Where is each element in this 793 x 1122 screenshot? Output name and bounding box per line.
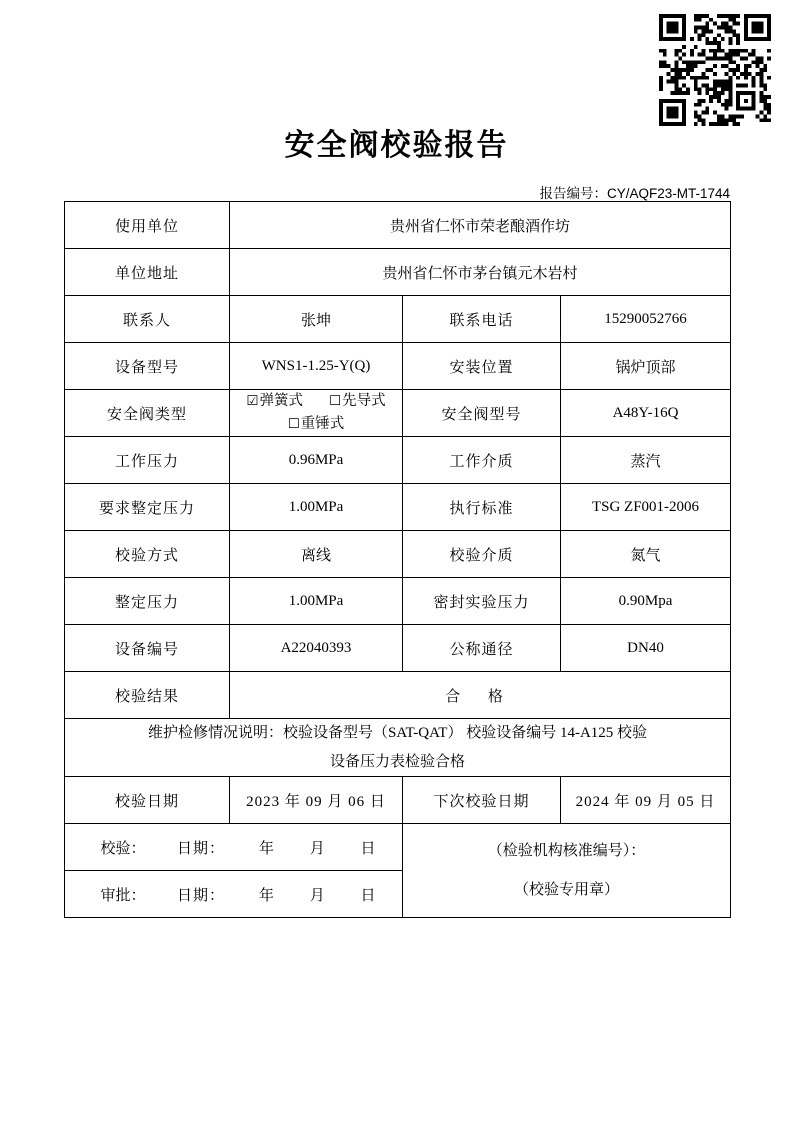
table-row: [65, 824, 731, 871]
report-number-value: CY/AQF23-MT-1744: [606, 186, 730, 201]
table-row: [65, 672, 731, 719]
set-pressure-value: 1.00MPa: [230, 578, 403, 625]
check-medium-label: 校验介质: [403, 531, 561, 578]
qr-code: [659, 14, 771, 126]
checkbox-checked-icon: ☑: [246, 392, 259, 409]
device-no-value: A22040393: [230, 625, 403, 672]
install-position-label: 安装位置: [403, 343, 561, 390]
table-row: [65, 390, 731, 437]
check-date-value: 2023 年 09 月 06 日: [230, 777, 403, 824]
work-medium-value: 蒸汽: [561, 437, 731, 484]
report-number-label: 报告编号：: [539, 186, 607, 201]
maintenance-remark-line1: 维护检修情况说明：校验设备型号（SAT-QAT） 校验设备编号 14-A125 校验: [147, 725, 648, 741]
phone-label: 联系电话: [403, 296, 561, 343]
valve-type-weight-label: 重锤式: [300, 415, 345, 432]
device-model-label: 设备型号: [65, 343, 230, 390]
check-method-value: 离线: [230, 531, 403, 578]
valve-model-value: A48Y-16Q: [561, 390, 731, 437]
table-row: [65, 343, 731, 390]
valve-type-spring[interactable]: [246, 392, 303, 412]
maintenance-remark-line2: 设备压力表检验合格: [330, 753, 466, 770]
valve-type-label: 安全阀类型: [65, 390, 230, 437]
valve-model-label: 安全阀型号: [403, 390, 561, 437]
install-position-value: 锅炉顶部: [561, 343, 731, 390]
phone-value: 15290052766: [561, 296, 731, 343]
report-table-wrapper: [64, 201, 730, 918]
page-title: 安全阀校验报告: [284, 129, 509, 162]
table-row: [65, 437, 731, 484]
inspection-stamp: （校验专用章）: [514, 881, 620, 898]
nominal-diameter-label: 公称通径: [403, 625, 561, 672]
approver-label: 审批：: [100, 887, 146, 904]
table-row: [65, 719, 731, 777]
standard-label: 执行标准: [403, 484, 561, 531]
contact-value: 张坤: [230, 296, 403, 343]
checker-signature-row: [65, 824, 403, 871]
set-pressure-label: 整定压力: [65, 578, 230, 625]
check-medium-value: 氮气: [561, 531, 731, 578]
report-table: [64, 201, 731, 918]
use-unit-label: 使用单位: [65, 202, 230, 249]
checker-ymd: 年 月 日: [259, 840, 392, 857]
required-set-pressure-label: 要求整定压力: [65, 484, 230, 531]
stamp-area: [403, 824, 731, 918]
next-check-date-label: 下次校验日期: [403, 777, 561, 824]
table-row: [65, 296, 731, 343]
work-medium-label: 工作介质: [403, 437, 561, 484]
table-row: [65, 249, 731, 296]
address-label: 单位地址: [65, 249, 230, 296]
checkbox-empty-icon: ☐: [329, 392, 342, 409]
contact-label: 联系人: [65, 296, 230, 343]
device-model-value: WNS1-1.25-Y(Q): [230, 343, 403, 390]
check-method-label: 校验方式: [65, 531, 230, 578]
approver-signature-row: [65, 871, 403, 918]
device-no-label: 设备编号: [65, 625, 230, 672]
valve-type-pilot[interactable]: [329, 392, 386, 412]
maintenance-remark: [65, 719, 731, 777]
next-check-date-value: 2024 年 09 月 05 日: [561, 777, 731, 824]
table-row: [65, 202, 731, 249]
work-pressure-label: 工作压力: [65, 437, 230, 484]
qr-code-icon: [659, 14, 771, 126]
checkbox-empty-icon-2: ☐: [287, 415, 300, 432]
work-pressure-value: 0.96MPa: [230, 437, 403, 484]
result-value: 合 格: [230, 672, 731, 719]
report-number: [0, 182, 730, 202]
seal-pressure-label: 密封实验压力: [403, 578, 561, 625]
checker-label: 校验：: [100, 840, 146, 857]
table-row: [65, 484, 731, 531]
table-row: [65, 777, 731, 824]
approver-ymd: 年 月 日: [259, 887, 392, 904]
nominal-diameter-value: DN40: [561, 625, 731, 672]
approver-date-label: 日期：: [177, 887, 226, 904]
table-row: [65, 578, 731, 625]
table-row: [65, 531, 731, 578]
valve-type-weight[interactable]: [288, 416, 345, 432]
seal-pressure-value: 0.90Mpa: [561, 578, 731, 625]
valve-type-spring-label: 弹簧式: [259, 392, 303, 409]
standard-value: TSG ZF001-2006: [561, 484, 731, 531]
table-row: [65, 625, 731, 672]
use-unit-value: 贵州省仁怀市荣老酿酒作坊: [230, 202, 731, 249]
result-label: 校验结果: [65, 672, 230, 719]
valve-type-options: [230, 390, 403, 437]
address-value: 贵州省仁怀市茅台镇元木岩村: [230, 249, 731, 296]
check-date-label: 校验日期: [65, 777, 230, 824]
checker-date-label: 日期：: [177, 840, 226, 857]
valve-type-pilot-label: 先导式: [342, 392, 386, 409]
org-approval-code: （检验机构核准编号）：: [487, 842, 646, 859]
required-set-pressure-value: 1.00MPa: [230, 484, 403, 531]
